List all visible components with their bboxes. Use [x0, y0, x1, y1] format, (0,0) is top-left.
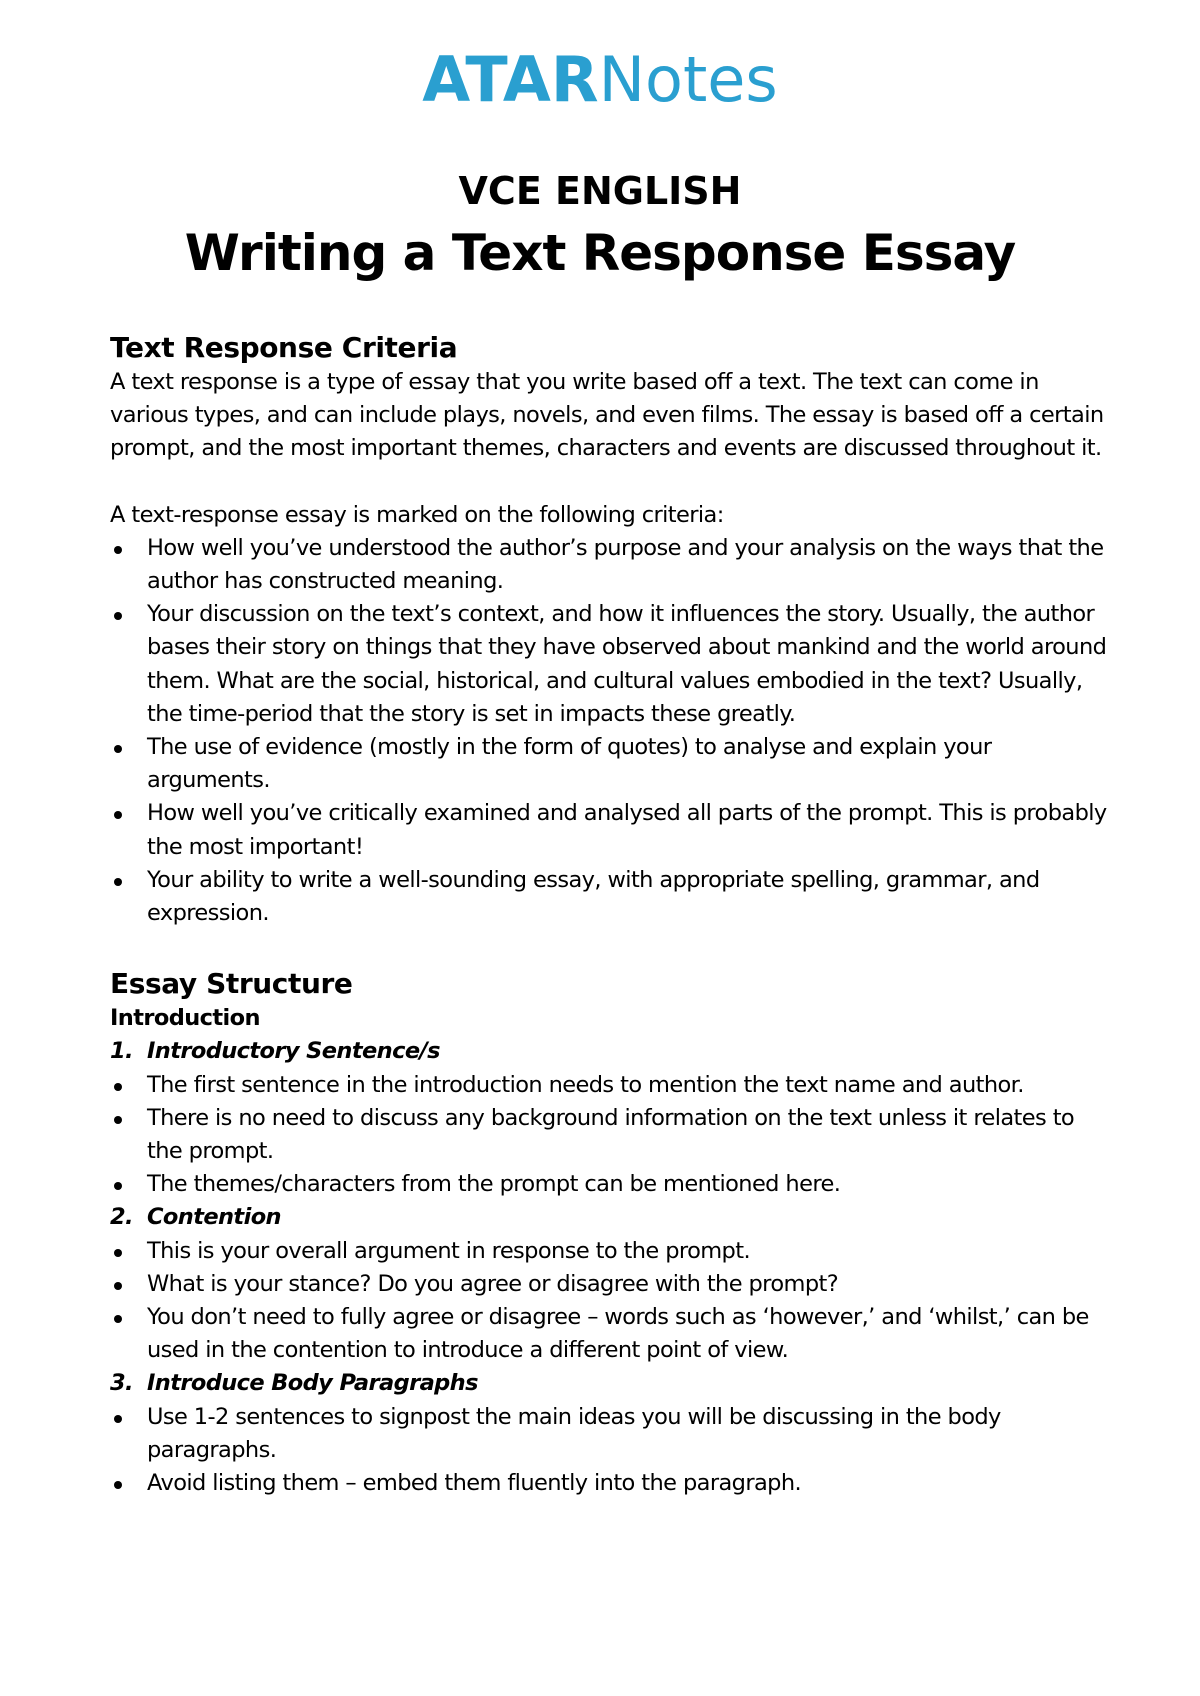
structure-list-item: This is your overall argument in response to the prompt.: [110, 1235, 1110, 1268]
contention-list: [110, 1235, 1110, 1368]
introduction-subheading: Introduction: [110, 1005, 260, 1032]
document-body: [110, 330, 1110, 1500]
part-title: Contention: [147, 1204, 281, 1231]
structure-list-item: Avoid listing them – embed them fluently into the paragraph.: [110, 1467, 1110, 1500]
part-heading-body-paragraphs: [110, 1367, 1110, 1400]
structure-list-item: Use 1-2 sentences to signpost the main ideas you will be discussing in the body paragraphs.: [110, 1401, 1110, 1467]
criteria-heading: Text Response Criteria: [110, 331, 458, 364]
criteria-list-item: The use of evidence (mostly in the form of quotes) to analyse and explain your arguments.: [110, 731, 1110, 797]
criteria-list-item: Your discussion on the text’s context, and how it influences the story. Usually, the author bases their story on things that they have observed about mankind and the world around them. What are the social, historical, and cultural values embodied in the text? Usually, the time-period that the story is set in impacts these greatly.: [110, 598, 1110, 731]
paragraph-spacer: [110, 466, 1110, 499]
criteria-lead-paragraph: A text-response essay is marked on the following criteria:: [110, 501, 724, 528]
part-heading-contention: [110, 1201, 1110, 1234]
structure-list-item: The themes/characters from the prompt can be mentioned here.: [110, 1168, 1110, 1201]
part-number: 2.: [110, 1204, 134, 1231]
criteria-list-item: How well you’ve understood the author’s purpose and your analysis on the ways that the author has constructed meaning.: [110, 532, 1110, 598]
criteria-list-item: Your ability to write a well-sounding essay, with appropriate spelling, grammar, and expression.: [110, 864, 1110, 930]
structure-list-item: What is your stance? Do you agree or disagree with the prompt?: [110, 1268, 1110, 1301]
structure-list-item: The first sentence in the introduction needs to mention the text name and author.: [110, 1069, 1110, 1102]
part-title: Introductory Sentence/s: [147, 1038, 440, 1065]
structure-list-item: You don’t need to fully agree or disagree – words such as ‘however,’ and ‘whilst,’ can be used in the contention to introduce a different point of view.: [110, 1301, 1110, 1367]
criteria-list: [110, 532, 1110, 930]
introductory-list: [110, 1069, 1110, 1202]
part-number: 3.: [110, 1370, 134, 1397]
part-heading-introductory: [110, 1035, 1110, 1068]
part-title: Introduce Body Paragraphs: [147, 1370, 478, 1397]
structure-heading: Essay Structure: [110, 967, 353, 1001]
subject-label: VCE ENGLISH: [458, 169, 742, 213]
section-spacer: [110, 930, 1110, 966]
atar-notes-logo: [0, 40, 1200, 120]
logo-atar-text: ATAR: [422, 43, 599, 116]
body-paragraphs-list: [110, 1401, 1110, 1501]
page-title: Writing a Text Response Essay: [184, 224, 1016, 282]
criteria-intro-paragraph: A text response is a type of essay that you write based off a text. The text can come in various types, and can include plays, novels, and even films. The essay is based off a certain prompt, and the most important themes, characters and events are discussed throughout it.: [110, 369, 1104, 462]
part-number: 1.: [110, 1038, 134, 1065]
structure-list-item: There is no need to discuss any background information on the text unless it relates to the prompt.: [110, 1102, 1110, 1168]
criteria-list-item: How well you’ve critically examined and analysed all parts of the prompt. This is probably the most important!: [110, 797, 1110, 863]
logo-notes-text: Notes: [598, 43, 778, 116]
